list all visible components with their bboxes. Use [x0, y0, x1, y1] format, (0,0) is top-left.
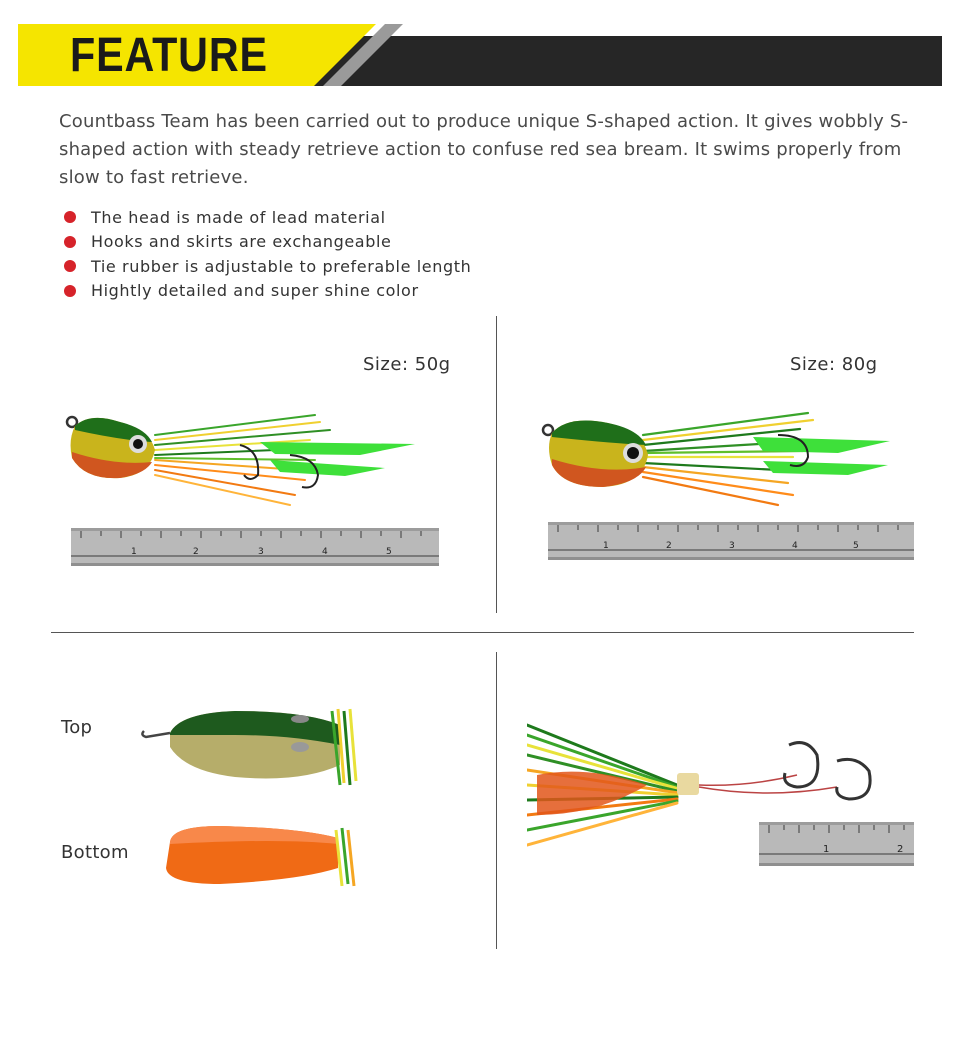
- size-label-50g: Size: 50g: [363, 354, 451, 375]
- ruler-80g-image: [548, 522, 914, 560]
- ruler-hooks-image: [759, 822, 914, 866]
- feature-item: [64, 254, 471, 279]
- grid-divider-vertical-bottom: [496, 652, 497, 949]
- feature-item: [64, 230, 471, 255]
- feature-list: [64, 205, 471, 303]
- lure-bottom-view-image: [160, 820, 358, 892]
- ruler-number: 1: [823, 844, 830, 855]
- grid-divider-horizontal: [51, 632, 914, 633]
- ruler-number: 2: [897, 844, 904, 855]
- feature-text: Hightly detailed and super shine color: [91, 281, 419, 301]
- feature-text: Hooks and skirts are exchangeable: [91, 232, 392, 252]
- feature-text: The head is made of lead material: [91, 207, 386, 227]
- feature-item: [64, 279, 471, 304]
- lure-top-view-image: [140, 705, 358, 787]
- lure-50g-image: [60, 400, 420, 515]
- bullet-dot-icon: [64, 236, 76, 248]
- ruler-number: 5: [853, 541, 859, 551]
- feature-banner: [18, 24, 942, 86]
- feature-item: [64, 205, 471, 230]
- ruler-number: 3: [258, 547, 264, 557]
- grid-divider-vertical-top: [496, 316, 497, 613]
- feature-text: Tie rubber is adjustable to preferable length: [91, 256, 472, 276]
- ruler-number: 1: [131, 547, 137, 557]
- ruler-number: 5: [386, 547, 392, 557]
- top-view-label: Top: [61, 717, 93, 738]
- bullet-dot-icon: [64, 260, 76, 272]
- banner-title: FEATURE: [70, 29, 268, 82]
- bullet-dot-icon: [64, 285, 76, 297]
- ruler-50g-image: [71, 528, 439, 566]
- bullet-dot-icon: [64, 211, 76, 223]
- intro-paragraph: Countbass Team has been carried out to produce unique S-shaped action. It gives wobbly S-shaped action with steady retrieve action to confuse red sea bream. It swims properly from slow to fast retrieve.: [59, 111, 909, 188]
- ruler-number: 2: [666, 541, 672, 551]
- bottom-view-label: Bottom: [61, 842, 129, 863]
- ruler-number: 2: [193, 547, 199, 557]
- lure-80g-image: [538, 405, 898, 515]
- ruler-number: 3: [729, 541, 735, 551]
- size-label-80g: Size: 80g: [790, 354, 878, 375]
- ruler-number: 4: [322, 547, 328, 557]
- ruler-number: 1: [603, 541, 609, 551]
- ruler-number: 4: [792, 541, 798, 551]
